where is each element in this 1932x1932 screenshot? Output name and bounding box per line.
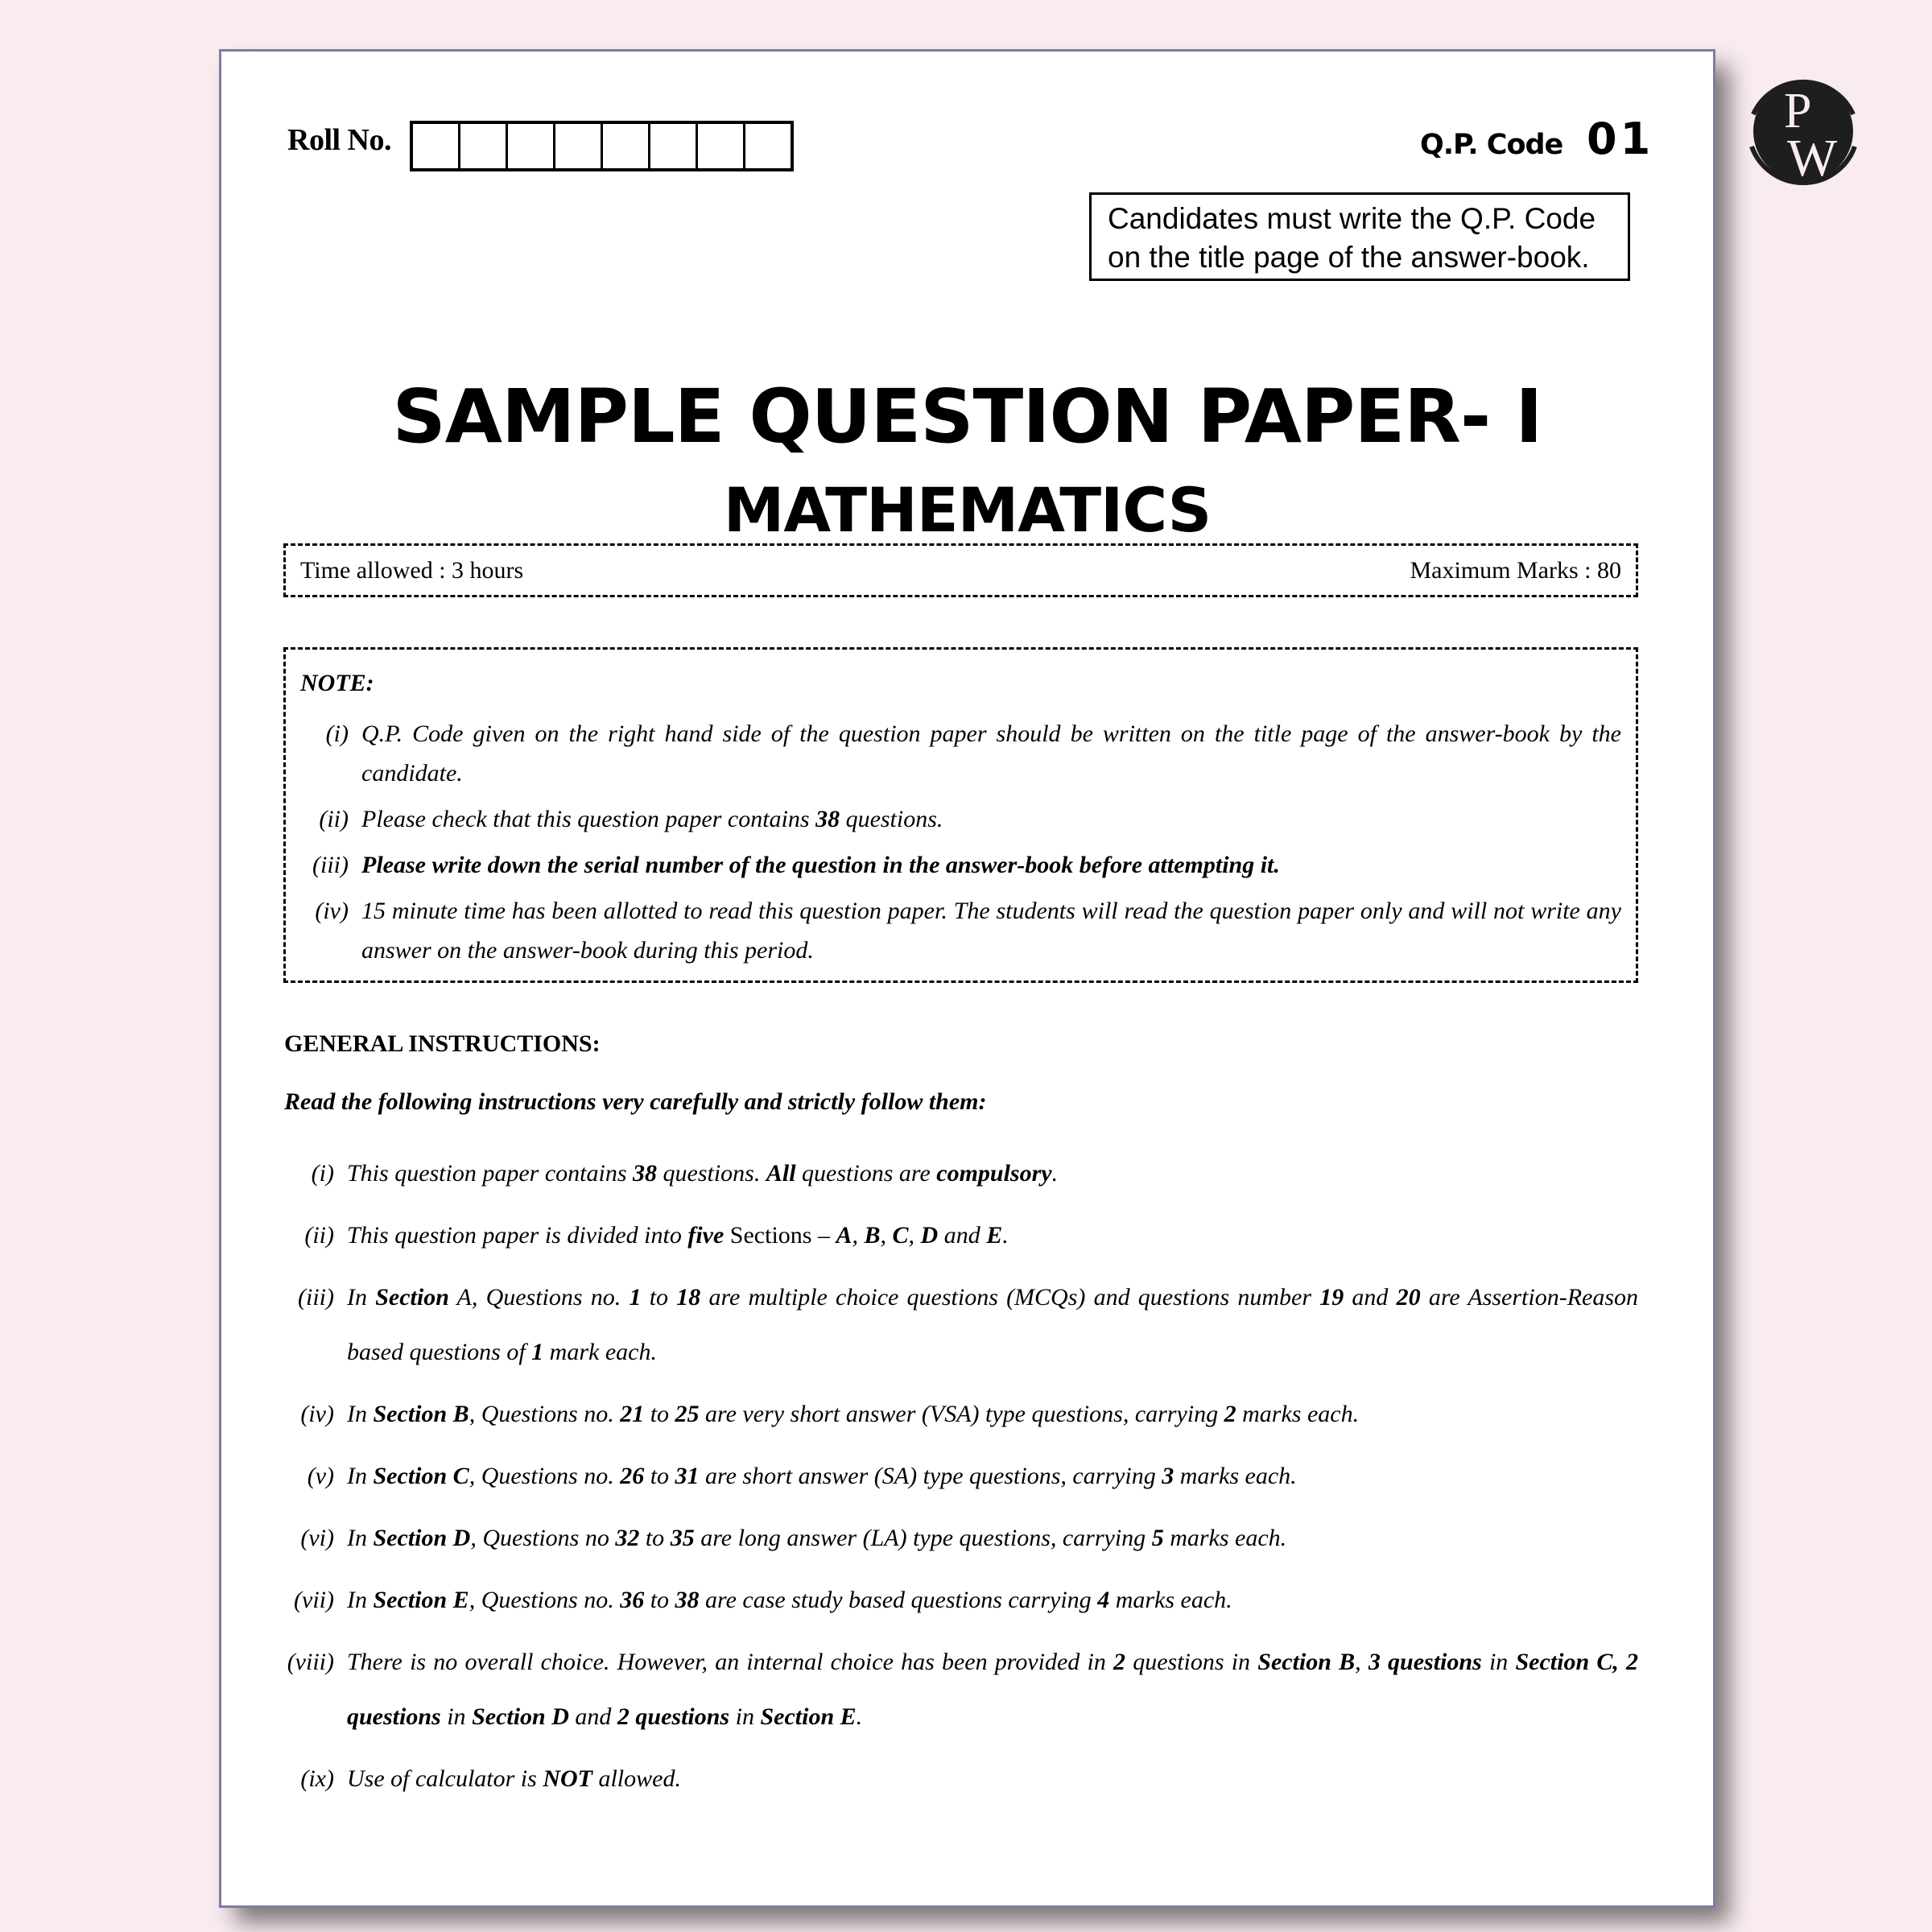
item-text: This question paper contains 38 questions. All questions are compulsory. bbox=[347, 1160, 1059, 1187]
logo-letter-p: P bbox=[1784, 84, 1812, 138]
item-number: (ii) bbox=[304, 1222, 334, 1249]
general-instructions-title: GENERAL INSTRUCTIONS: bbox=[284, 1030, 601, 1057]
question-paper-page bbox=[219, 49, 1715, 1908]
item-number: (vi) bbox=[300, 1525, 334, 1551]
item-text: There is no overall choice. However, an internal choice has been provided in 2 questions in Section B, 3 questions in Section C, 2 questions in Section D and 2 questions in Section E. bbox=[347, 1649, 1639, 1730]
note-list bbox=[300, 714, 1621, 970]
qp-code-value: 01 bbox=[1587, 114, 1654, 164]
paper-title: SAMPLE QUESTION PAPER- I bbox=[392, 374, 1542, 460]
list-item bbox=[284, 1449, 1638, 1504]
item-number: (iii) bbox=[298, 1284, 334, 1311]
item-number: (v) bbox=[307, 1463, 334, 1489]
general-instructions-subtitle: Read the following instructions very carefully and strictly follow them: bbox=[284, 1088, 987, 1115]
roll-number-label: Roll No. bbox=[287, 123, 391, 157]
roll-digit-cell[interactable] bbox=[413, 124, 460, 168]
item-number: (iii) bbox=[312, 852, 349, 878]
list-item bbox=[300, 714, 1621, 793]
item-text: Use of calculator is NOT allowed. bbox=[347, 1765, 681, 1792]
roll-number-boxes[interactable] bbox=[410, 121, 794, 171]
item-text: In Section E, Questions no. 36 to 38 are case study based questions carrying 4 marks each. bbox=[347, 1587, 1232, 1613]
item-text: Please check that this question paper contains 38 questions. bbox=[361, 806, 943, 832]
item-text: In Section C, Questions no. 26 to 31 are short answer (SA) type questions, carrying 3 marks each. bbox=[347, 1463, 1297, 1489]
item-number: (vii) bbox=[294, 1587, 334, 1613]
roll-digit-cell[interactable] bbox=[555, 124, 603, 168]
list-item bbox=[284, 1752, 1638, 1806]
roll-digit-cell[interactable] bbox=[698, 124, 745, 168]
note-box bbox=[283, 647, 1638, 983]
item-number: (i) bbox=[325, 720, 349, 747]
item-text: In Section B, Questions no. 21 to 25 are very short answer (VSA) type questions, carrying 2 marks each. bbox=[347, 1401, 1360, 1427]
item-number: (i) bbox=[311, 1160, 334, 1187]
roll-digit-cell[interactable] bbox=[603, 124, 650, 168]
list-item bbox=[284, 1270, 1638, 1380]
item-text: In Section A, Questions no. 1 to 18 are multiple choice questions (MCQs) and questions number 19 and 20 are Assertion-Reason based questions of 1 mark each. bbox=[347, 1284, 1639, 1365]
item-number: (viii) bbox=[287, 1649, 334, 1675]
note-title: NOTE: bbox=[300, 670, 374, 696]
list-item bbox=[284, 1208, 1638, 1263]
item-number: (ix) bbox=[300, 1765, 334, 1792]
general-instructions-list bbox=[284, 1146, 1638, 1814]
list-item bbox=[284, 1511, 1638, 1566]
list-item bbox=[284, 1635, 1638, 1744]
roll-digit-cell[interactable] bbox=[460, 124, 508, 168]
list-item bbox=[300, 845, 1621, 885]
subject-title: MATHEMATICS bbox=[723, 474, 1212, 546]
item-number: (iv) bbox=[300, 1401, 334, 1427]
logo-letter-w: W bbox=[1787, 129, 1838, 188]
candidate-notice-line: Candidates must write the Q.P. Code bbox=[1108, 202, 1596, 235]
exam-meta-box bbox=[283, 543, 1638, 597]
maximum-marks: Maximum Marks : 80 bbox=[1410, 556, 1621, 584]
list-item bbox=[300, 799, 1621, 839]
item-text: This question paper is divided into five Sections – A, B, C, D and E. bbox=[347, 1222, 1009, 1249]
item-text: In Section D, Questions no 32 to 35 are long answer (LA) type questions, carrying 5 marks each. bbox=[347, 1525, 1287, 1551]
candidate-notice-line: on the title page of the answer-book. bbox=[1108, 241, 1590, 274]
list-item bbox=[284, 1573, 1638, 1628]
item-text: Q.P. Code given on the right hand side of the question paper should be written on the title page of the answer-book by the candidate. bbox=[361, 720, 1621, 786]
list-item bbox=[300, 891, 1621, 970]
qp-code-label: Q.P. Code bbox=[1420, 129, 1563, 161]
item-number: (ii) bbox=[319, 806, 349, 832]
time-allowed: Time allowed : 3 hours bbox=[300, 556, 524, 584]
candidate-notice-box bbox=[1089, 192, 1630, 281]
roll-digit-cell[interactable] bbox=[650, 124, 698, 168]
list-item bbox=[284, 1387, 1638, 1442]
list-item bbox=[284, 1146, 1638, 1201]
item-text: Please write down the serial number of the question in the answer-book before attempting it. bbox=[361, 852, 1280, 878]
roll-digit-cell[interactable] bbox=[508, 124, 555, 168]
pw-logo-icon bbox=[1745, 72, 1861, 190]
item-text: 15 minute time has been allotted to read this question paper. The students will read the question paper only and will not write any answer on the answer-book during this period. bbox=[361, 898, 1621, 964]
roll-digit-cell[interactable] bbox=[745, 124, 791, 168]
item-number: (iv) bbox=[315, 898, 349, 924]
